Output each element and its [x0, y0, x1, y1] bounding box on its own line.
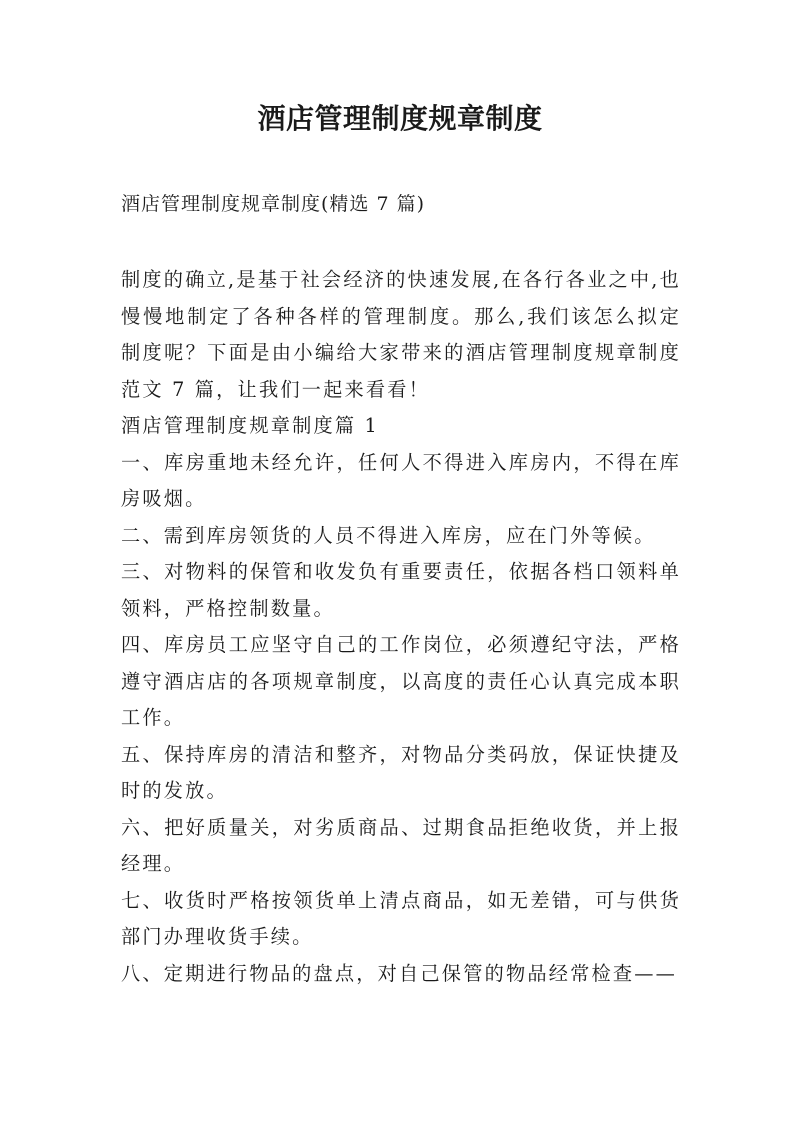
intro-paragraph: 制度的确立,是基于社会经济的快速发展,在各行各业之中,也慢慢地制定了各种各样的管理制度。那么,我们该怎么拟定制度呢？下面是由小编给大家带来的酒店管理制度规章制度范文 7 篇，让我们一起来看看！	[121, 268, 681, 401]
rule-item-2: 二、需到库房领货的人员不得进入库房，应在门外等候。	[121, 523, 656, 547]
section-heading: 酒店管理制度规章制度篇 1	[121, 414, 379, 437]
document-title: 酒店管理制度规章制度	[257, 102, 543, 135]
rule-item-5: 五、保持库房的清洁和整齐，对物品分类码放，保证快捷及时的发放。	[121, 742, 681, 802]
rule-item-4: 四、库房员工应坚守自己的工作岗位，必须遵纪守法，严格遵守酒店店的各项规章制度，以高度的责任心认真完成本职工作。	[121, 633, 681, 729]
document-body	[121, 262, 681, 992]
rule-item-7: 七、收货时严格按领货单上清点商品，如无差错，可与供货部门办理收货手续。	[121, 888, 681, 948]
rule-item-1: 一、库房重地未经允许，任何人不得进入库房内，不得在库房吸烟。	[121, 450, 681, 510]
rule-item-3: 三、对物料的保管和收发负有重要责任，依据各档口领料单领料，严格控制数量。	[121, 560, 681, 620]
rule-item-8: 八、定期进行物品的盘点，对自己保管的物品经常检查——	[121, 961, 678, 985]
rule-item-6: 六、把好质量关，对劣质商品、过期食品拒绝收货，并上报经理。	[121, 815, 681, 875]
document-subtitle: 酒店管理制度规章制度(精选 7 篇)	[121, 193, 425, 215]
